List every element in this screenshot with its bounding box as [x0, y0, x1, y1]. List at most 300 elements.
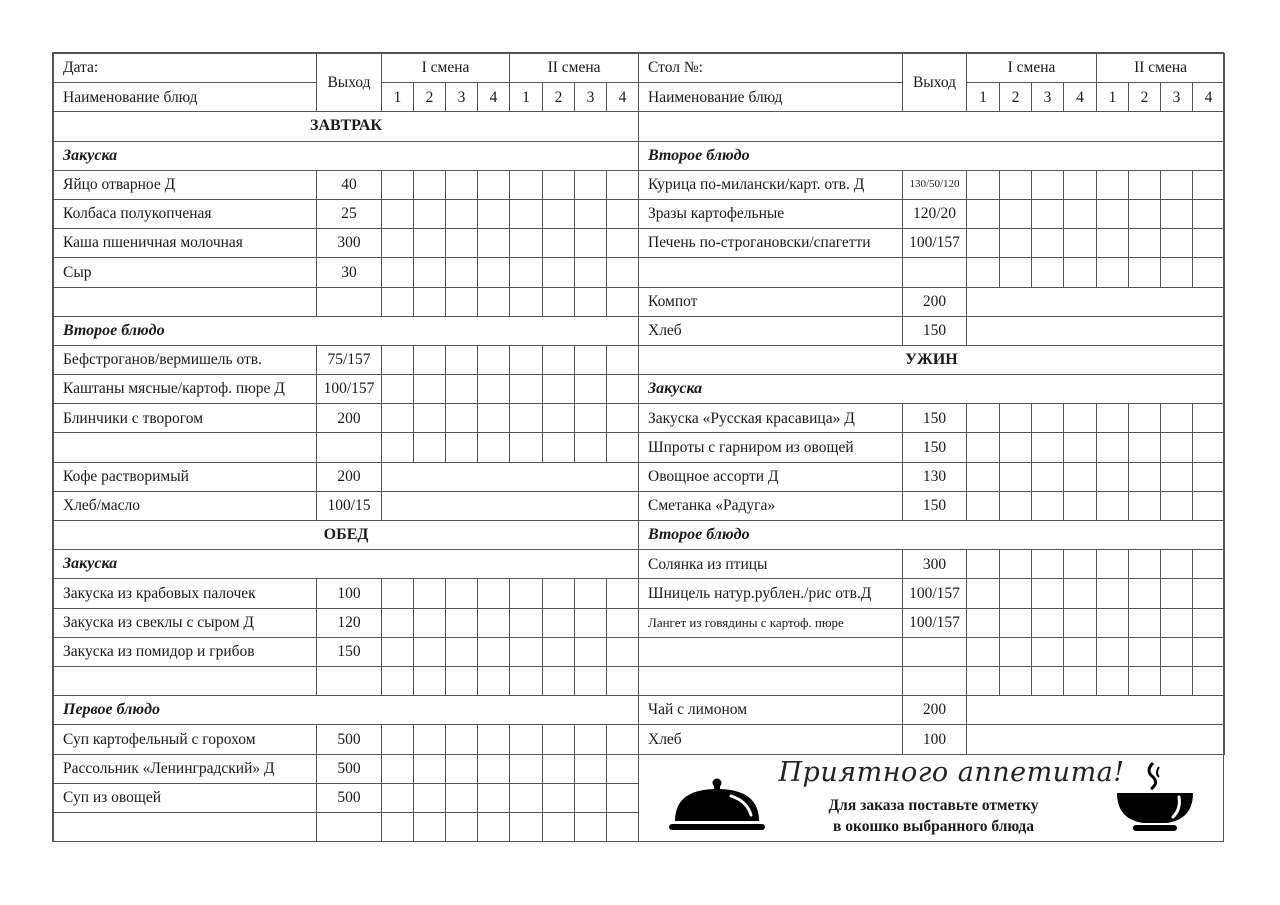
dish-output [317, 812, 382, 841]
order-checkbox[interactable] [1161, 229, 1193, 258]
order-checkbox[interactable] [1032, 491, 1064, 520]
order-checkbox[interactable] [414, 725, 446, 754]
order-checkbox[interactable] [543, 345, 575, 374]
order-checkbox[interactable] [510, 170, 543, 199]
order-checkbox[interactable] [575, 258, 607, 287]
portion-column-header: 1 [1097, 83, 1129, 112]
order-checkbox[interactable] [1000, 550, 1032, 579]
order-checkbox[interactable] [1129, 229, 1161, 258]
order-checkbox[interactable] [414, 579, 446, 608]
order-checkbox[interactable] [1064, 229, 1097, 258]
order-checkbox[interactable] [446, 754, 478, 783]
order-checkbox[interactable] [478, 812, 510, 841]
order-checkbox[interactable] [382, 783, 414, 812]
order-checkbox[interactable] [967, 608, 1000, 637]
order-checkbox[interactable] [510, 783, 543, 812]
order-checkbox[interactable] [1193, 170, 1225, 199]
order-checkbox[interactable] [1161, 462, 1193, 491]
order-checkbox[interactable] [575, 608, 607, 637]
order-checkbox[interactable] [510, 754, 543, 783]
order-checkbox[interactable] [967, 550, 1000, 579]
order-checkbox[interactable] [414, 375, 446, 404]
order-checkbox[interactable] [1000, 637, 1032, 666]
order-checkbox[interactable] [575, 783, 607, 812]
order-checkbox[interactable] [1064, 491, 1097, 520]
order-checkbox[interactable] [1129, 433, 1161, 462]
order-checkbox[interactable] [510, 666, 543, 695]
shift-2-header: II смена [510, 54, 639, 83]
order-checkbox[interactable] [446, 608, 478, 637]
order-checkbox[interactable] [510, 287, 543, 316]
order-checkbox[interactable] [607, 170, 639, 199]
dish-output: 150 [903, 433, 967, 462]
order-checkbox[interactable] [382, 579, 414, 608]
order-checkbox[interactable] [1193, 637, 1225, 666]
order-checkbox[interactable] [446, 812, 478, 841]
order-checkbox[interactable] [967, 666, 1000, 695]
order-checkbox[interactable] [510, 199, 543, 228]
order-checkbox[interactable] [1129, 491, 1161, 520]
order-checkbox[interactable] [1097, 404, 1129, 433]
order-checkbox[interactable] [1129, 608, 1161, 637]
order-checkbox[interactable] [1000, 229, 1032, 258]
order-checkbox[interactable] [543, 375, 575, 404]
portion-column-header: 4 [1064, 83, 1097, 112]
order-checkbox[interactable] [1193, 199, 1225, 228]
order-checkbox[interactable] [967, 579, 1000, 608]
order-checkbox[interactable] [1129, 170, 1161, 199]
order-checkbox[interactable] [1064, 637, 1097, 666]
dish-name [54, 433, 317, 462]
footer-banner [639, 754, 1225, 841]
order-checkbox[interactable] [543, 258, 575, 287]
order-checkbox[interactable] [575, 637, 607, 666]
order-checkbox[interactable] [575, 287, 607, 316]
order-checkbox[interactable] [1129, 550, 1161, 579]
order-checkbox[interactable] [478, 579, 510, 608]
order-checkbox[interactable] [478, 258, 510, 287]
order-checkbox[interactable] [575, 754, 607, 783]
order-checkbox[interactable] [414, 666, 446, 695]
menu-item-row [639, 696, 1225, 725]
order-checkbox[interactable] [478, 375, 510, 404]
order-checkbox[interactable] [414, 754, 446, 783]
order-checkbox[interactable] [1000, 199, 1032, 228]
dish-output [903, 666, 967, 695]
dish-name: Печень по-строгановски/спагетти [639, 229, 903, 258]
order-checkbox[interactable] [543, 199, 575, 228]
order-checkbox[interactable] [382, 258, 414, 287]
order-checkbox[interactable] [446, 433, 478, 462]
order-checkbox[interactable] [382, 754, 414, 783]
order-checkbox[interactable] [607, 345, 639, 374]
order-checkbox[interactable] [1032, 170, 1064, 199]
order-checkbox[interactable] [543, 404, 575, 433]
order-checkbox[interactable] [1064, 404, 1097, 433]
order-checkbox[interactable] [967, 170, 1000, 199]
order-checkbox[interactable] [1193, 229, 1225, 258]
order-checkbox[interactable] [478, 608, 510, 637]
order-checkbox[interactable] [575, 375, 607, 404]
order-checkbox[interactable] [1129, 579, 1161, 608]
order-checkbox[interactable] [543, 812, 575, 841]
order-checkbox[interactable] [1129, 637, 1161, 666]
order-checkbox[interactable] [446, 287, 478, 316]
order-checkbox[interactable] [510, 433, 543, 462]
dish-output: 25 [317, 199, 382, 228]
menu-item-row [54, 637, 639, 666]
order-checkbox[interactable] [478, 229, 510, 258]
order-checkbox[interactable] [446, 375, 478, 404]
order-checkbox[interactable] [1161, 666, 1193, 695]
order-checkbox[interactable] [575, 812, 607, 841]
dish-output: 100/157 [903, 608, 967, 637]
order-checkbox[interactable] [1032, 433, 1064, 462]
order-checkbox[interactable] [478, 199, 510, 228]
order-checkbox[interactable] [478, 666, 510, 695]
meal-heading-lunch: ОБЕД [54, 521, 639, 550]
order-checkbox[interactable] [382, 404, 414, 433]
order-checkbox[interactable] [607, 637, 639, 666]
menu-item-row [639, 287, 1225, 316]
order-checkbox[interactable] [1000, 433, 1032, 462]
order-checkbox[interactable] [607, 608, 639, 637]
order-checkbox[interactable] [1032, 199, 1064, 228]
shift-1-header: I смена [967, 54, 1097, 83]
order-checkbox[interactable] [382, 345, 414, 374]
order-checkbox[interactable] [1097, 666, 1129, 695]
order-checkbox[interactable] [414, 404, 446, 433]
dish-name: Сметанка «Радуга» [639, 491, 903, 520]
order-checkbox[interactable] [607, 433, 639, 462]
order-checkbox[interactable] [575, 433, 607, 462]
order-checkbox[interactable] [1129, 199, 1161, 228]
order-checkbox[interactable] [1129, 462, 1161, 491]
dish-output: 500 [317, 783, 382, 812]
dish-output [317, 666, 382, 695]
portion-column-header: 1 [382, 83, 414, 112]
order-checkbox[interactable] [446, 725, 478, 754]
order-checkbox[interactable] [510, 404, 543, 433]
shift-1-header: I смена [382, 54, 510, 83]
order-checkbox[interactable] [510, 579, 543, 608]
order-checkbox[interactable] [478, 345, 510, 374]
order-checkbox[interactable] [1064, 170, 1097, 199]
order-checkbox[interactable] [543, 229, 575, 258]
order-checkbox[interactable] [967, 258, 1000, 287]
menu-item-row [639, 491, 1225, 520]
order-checkbox[interactable] [1000, 462, 1032, 491]
order-checkbox[interactable] [1064, 433, 1097, 462]
order-checkbox[interactable] [1097, 199, 1129, 228]
menu-item-row [639, 404, 1225, 433]
dish-name [639, 666, 903, 695]
order-checkbox[interactable] [446, 666, 478, 695]
order-checkbox[interactable] [414, 229, 446, 258]
order-checkbox[interactable] [510, 637, 543, 666]
order-checkbox[interactable] [1193, 491, 1225, 520]
order-checkbox[interactable] [607, 229, 639, 258]
order-checkbox[interactable] [1193, 462, 1225, 491]
order-checkbox[interactable] [510, 725, 543, 754]
order-checkbox[interactable] [382, 375, 414, 404]
order-checkbox[interactable] [414, 637, 446, 666]
order-checkbox[interactable] [607, 725, 639, 754]
order-checkbox[interactable] [1032, 579, 1064, 608]
order-checkbox[interactable] [1032, 258, 1064, 287]
dish-output: 150 [903, 491, 967, 520]
order-checkbox[interactable] [510, 375, 543, 404]
order-checkbox[interactable] [575, 199, 607, 228]
menu-item-row [54, 375, 639, 404]
order-checkbox[interactable] [382, 199, 414, 228]
order-checkbox[interactable] [607, 812, 639, 841]
dish-output: 100 [903, 725, 967, 754]
order-checkbox[interactable] [607, 579, 639, 608]
dish-output: 150 [317, 637, 382, 666]
order-checkbox[interactable] [1193, 579, 1225, 608]
order-checkbox[interactable] [446, 199, 478, 228]
empty-cell [382, 462, 639, 491]
order-checkbox[interactable] [1193, 258, 1225, 287]
menu-item-row [639, 579, 1225, 608]
order-checkbox[interactable] [967, 199, 1000, 228]
order-checkbox[interactable] [1000, 579, 1032, 608]
order-checkbox[interactable] [967, 462, 1000, 491]
order-checkbox[interactable] [446, 404, 478, 433]
order-checkbox[interactable] [478, 637, 510, 666]
order-checkbox[interactable] [382, 433, 414, 462]
order-instruction-line-1: Для заказа поставьте отметку [828, 796, 1039, 814]
order-checkbox[interactable] [446, 783, 478, 812]
order-checkbox[interactable] [414, 783, 446, 812]
order-checkbox[interactable] [543, 433, 575, 462]
order-checkbox[interactable] [1129, 404, 1161, 433]
order-checkbox[interactable] [1000, 170, 1032, 199]
order-checkbox[interactable] [607, 258, 639, 287]
order-checkbox[interactable] [382, 812, 414, 841]
order-checkbox[interactable] [478, 287, 510, 316]
order-checkbox[interactable] [543, 637, 575, 666]
order-checkbox[interactable] [575, 579, 607, 608]
order-checkbox[interactable] [967, 229, 1000, 258]
order-checkbox[interactable] [607, 783, 639, 812]
dish-output: 150 [903, 404, 967, 433]
order-checkbox[interactable] [1193, 608, 1225, 637]
order-checkbox[interactable] [1000, 404, 1032, 433]
order-checkbox[interactable] [446, 579, 478, 608]
order-checkbox[interactable] [446, 637, 478, 666]
order-checkbox[interactable] [1161, 404, 1193, 433]
order-checkbox[interactable] [1161, 491, 1193, 520]
order-checkbox[interactable] [1097, 608, 1129, 637]
order-checkbox[interactable] [1032, 550, 1064, 579]
order-checkbox[interactable] [1097, 637, 1129, 666]
menu-item-row [54, 199, 639, 228]
portion-column-header: 4 [607, 83, 639, 112]
menu-item-row [639, 258, 1225, 287]
order-checkbox[interactable] [1161, 550, 1193, 579]
order-checkbox[interactable] [382, 287, 414, 316]
order-checkbox[interactable] [1032, 666, 1064, 695]
order-checkbox[interactable] [607, 375, 639, 404]
order-checkbox[interactable] [478, 433, 510, 462]
order-checkbox[interactable] [607, 199, 639, 228]
order-checkbox[interactable] [1000, 491, 1032, 520]
tea-cup-icon [1115, 761, 1195, 833]
order-checkbox[interactable] [967, 491, 1000, 520]
dish-name: Яйцо отварное Д [54, 170, 317, 199]
category-heading: Второе блюдо [639, 141, 1225, 170]
order-checkbox[interactable] [543, 725, 575, 754]
dish-name: Хлеб/масло [54, 491, 317, 520]
order-checkbox[interactable] [1097, 491, 1129, 520]
dish-output: 500 [317, 754, 382, 783]
order-checkbox[interactable] [478, 725, 510, 754]
order-checkbox[interactable] [1064, 608, 1097, 637]
order-checkbox[interactable] [967, 433, 1000, 462]
order-checkbox[interactable] [967, 637, 1000, 666]
order-checkbox[interactable] [1032, 637, 1064, 666]
order-checkbox[interactable] [1097, 433, 1129, 462]
menu-item-row [639, 316, 1225, 345]
order-checkbox[interactable] [1193, 550, 1225, 579]
order-checkbox[interactable] [1193, 433, 1225, 462]
order-checkbox[interactable] [1000, 666, 1032, 695]
order-checkbox[interactable] [1064, 199, 1097, 228]
dish-name: Чай с лимоном [639, 696, 903, 725]
order-checkbox[interactable] [478, 754, 510, 783]
order-checkbox[interactable] [1161, 199, 1193, 228]
order-checkbox[interactable] [1097, 462, 1129, 491]
meal-heading-breakfast: ЗАВТРАК [54, 112, 639, 141]
order-checkbox[interactable] [1064, 579, 1097, 608]
order-checkbox[interactable] [446, 170, 478, 199]
order-checkbox[interactable] [967, 404, 1000, 433]
order-checkbox[interactable] [607, 287, 639, 316]
order-checkbox[interactable] [414, 258, 446, 287]
dish-name: Закуска из помидор и грибов [54, 637, 317, 666]
order-checkbox[interactable] [510, 812, 543, 841]
output-column-header: Выход [903, 54, 967, 112]
order-checkbox[interactable] [1064, 462, 1097, 491]
order-checkbox[interactable] [414, 812, 446, 841]
order-checkbox[interactable] [478, 783, 510, 812]
order-checkbox[interactable] [543, 666, 575, 695]
order-checkbox[interactable] [414, 287, 446, 316]
dish-output [903, 637, 967, 666]
order-checkbox[interactable] [1129, 258, 1161, 287]
order-checkbox[interactable] [1032, 462, 1064, 491]
order-checkbox[interactable] [543, 754, 575, 783]
order-checkbox[interactable] [510, 345, 543, 374]
date-field[interactable]: Дата: [54, 54, 317, 83]
order-checkbox[interactable] [414, 199, 446, 228]
order-checkbox[interactable] [446, 258, 478, 287]
order-checkbox[interactable] [382, 608, 414, 637]
portion-column-header: 2 [1129, 83, 1161, 112]
portion-column-header: 2 [1000, 83, 1032, 112]
dish-name: Компот [639, 287, 903, 316]
order-checkbox[interactable] [382, 170, 414, 199]
portion-column-header: 4 [1193, 83, 1225, 112]
order-checkbox[interactable] [446, 345, 478, 374]
shift-2-header: II смена [1097, 54, 1225, 83]
order-checkbox[interactable] [543, 783, 575, 812]
order-checkbox[interactable] [1032, 404, 1064, 433]
order-checkbox[interactable] [607, 754, 639, 783]
order-checkbox[interactable] [1129, 666, 1161, 695]
order-checkbox[interactable] [543, 579, 575, 608]
order-checkbox[interactable] [1161, 637, 1193, 666]
order-checkbox[interactable] [446, 229, 478, 258]
order-checkbox[interactable] [575, 345, 607, 374]
order-checkbox[interactable] [1032, 608, 1064, 637]
portion-column-header: 2 [414, 83, 446, 112]
order-checkbox[interactable] [510, 229, 543, 258]
table-number-field[interactable]: Стол №: [639, 54, 903, 83]
order-checkbox[interactable] [607, 666, 639, 695]
order-checkbox[interactable] [510, 608, 543, 637]
order-instruction-line-2: в окошко выбранного блюда [832, 817, 1034, 835]
order-checkbox[interactable] [543, 170, 575, 199]
order-checkbox[interactable] [1193, 666, 1225, 695]
order-checkbox[interactable] [382, 666, 414, 695]
order-checkbox[interactable] [1032, 229, 1064, 258]
order-checkbox[interactable] [1097, 550, 1129, 579]
order-checkbox[interactable] [414, 608, 446, 637]
order-checkbox[interactable] [543, 608, 575, 637]
order-checkbox[interactable] [478, 170, 510, 199]
order-checkbox[interactable] [1064, 666, 1097, 695]
order-checkbox[interactable] [1097, 579, 1129, 608]
order-checkbox[interactable] [1193, 404, 1225, 433]
order-checkbox[interactable] [414, 433, 446, 462]
menu-item-row [639, 666, 1225, 695]
order-checkbox[interactable] [1000, 608, 1032, 637]
order-checkbox[interactable] [543, 287, 575, 316]
order-checkbox[interactable] [1064, 550, 1097, 579]
order-checkbox[interactable] [414, 170, 446, 199]
order-checkbox[interactable] [1097, 229, 1129, 258]
order-checkbox[interactable] [510, 258, 543, 287]
order-checkbox[interactable] [478, 404, 510, 433]
order-checkbox[interactable] [607, 404, 639, 433]
order-checkbox[interactable] [382, 725, 414, 754]
order-checkbox[interactable] [1161, 433, 1193, 462]
order-checkbox[interactable] [575, 229, 607, 258]
order-checkbox[interactable] [1000, 258, 1032, 287]
order-checkbox[interactable] [382, 637, 414, 666]
order-checkbox[interactable] [1064, 258, 1097, 287]
order-checkbox[interactable] [575, 725, 607, 754]
order-checkbox[interactable] [575, 666, 607, 695]
order-checkbox[interactable] [575, 404, 607, 433]
dish-name: Зразы картофельные [639, 199, 903, 228]
order-checkbox[interactable] [1161, 170, 1193, 199]
category-heading: Закуска [639, 375, 1225, 404]
order-checkbox[interactable] [1161, 608, 1193, 637]
order-checkbox[interactable] [1097, 170, 1129, 199]
order-checkbox[interactable] [382, 229, 414, 258]
order-checkbox[interactable] [414, 345, 446, 374]
order-checkbox[interactable] [1161, 258, 1193, 287]
order-checkbox[interactable] [575, 170, 607, 199]
order-checkbox[interactable] [1097, 258, 1129, 287]
order-checkbox[interactable] [1161, 579, 1193, 608]
portion-column-header: 2 [543, 83, 575, 112]
category-heading: Закуска [54, 141, 639, 170]
